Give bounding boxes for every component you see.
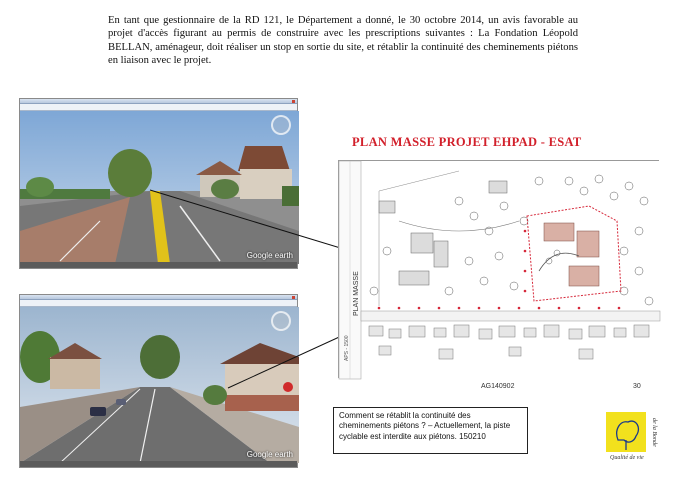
plan-side-label: PLAN MASSE — [353, 271, 360, 316]
comment-box: Comment se rétablit la continuité des cheminements piétons ? – Actuellement, la piste cyclable est interdite aux piétons. 150210 — [333, 407, 528, 454]
logo-side-text: de la Bonde — [651, 418, 657, 447]
plan-title: PLAN MASSE PROJET EHPAD - ESAT — [352, 135, 582, 149]
plan-reference: AG140902 — [481, 383, 515, 390]
site-plan-drawing — [339, 161, 660, 379]
site-plan — [338, 160, 659, 378]
google-earth-watermark: Google earth — [246, 251, 293, 260]
leader-line-1 — [150, 190, 370, 257]
google-earth-watermark: Google earth — [246, 450, 293, 459]
plan-page-number: 30 — [633, 383, 641, 390]
intro-paragraph: En tant que gestionnaire de la RD 121, le Département a donné, le 30 octobre 2014, un avis favorable au projet d'accès figurant au permis de construire avec les prescriptions suivantes : La Fondation Léopold BELLAN, aménageur, doit réaliser un stop en sortie du site, et rétablir la continuité des cheminements piétons en liaison avec le projet. — [108, 15, 578, 67]
logo-caption: Qualité de vie — [610, 455, 644, 461]
plan-side-code: APS - 1500 — [344, 335, 350, 361]
